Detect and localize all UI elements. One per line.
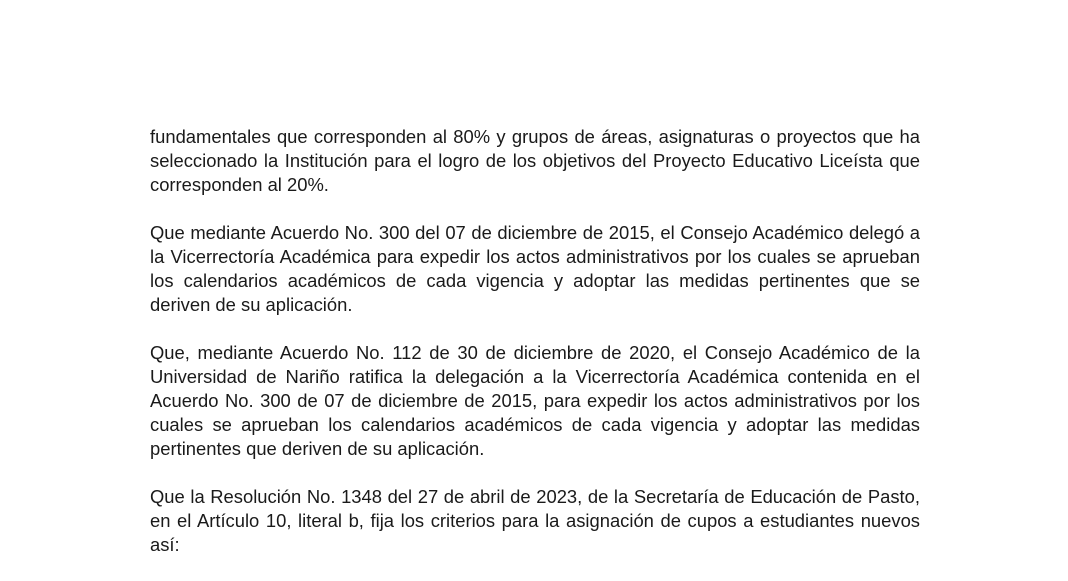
paragraph-resolucion-1348: Que la Resolución No. 1348 del 27 de abril de 2023, de la Secretaría de Educación de Pasto, en el Artículo 10, literal b, fija los criterios para la asignación de cupos a estudiantes nuevos así: bbox=[150, 486, 920, 555]
document-body bbox=[150, 125, 920, 581]
paragraph-continuation: fundamentales que corresponden al 80% y grupos de áreas, asignaturas o proyectos que ha seleccionado la Institución para el logro de los objetivos del Proyecto Educativo Liceísta que corresponden al 20%. bbox=[150, 126, 920, 195]
paragraph-acuerdo-300: Que mediante Acuerdo No. 300 del 07 de diciembre de 2015, el Consejo Académico delegó a la Vicerrectoría Académica para expedir los actos administrativos por los cuales se aprueban los calendarios académicos de cada vigencia y adoptar las medidas pertinentes que se deriven de su aplicación. bbox=[150, 222, 920, 315]
paragraph-acuerdo-112: Que, mediante Acuerdo No. 112 de 30 de diciembre de 2020, el Consejo Académico de la Universidad de Nariño ratifica la delegación a la Vicerrectoría Académica contenida en el Acuerdo No. 300 de 07 de diciembre de 2015, para expedir los actos administrativos por los cuales se aprueban los calendarios académicos de cada vigencia y adoptar las medidas pertinentes que deriven de su aplicación. bbox=[150, 342, 920, 459]
